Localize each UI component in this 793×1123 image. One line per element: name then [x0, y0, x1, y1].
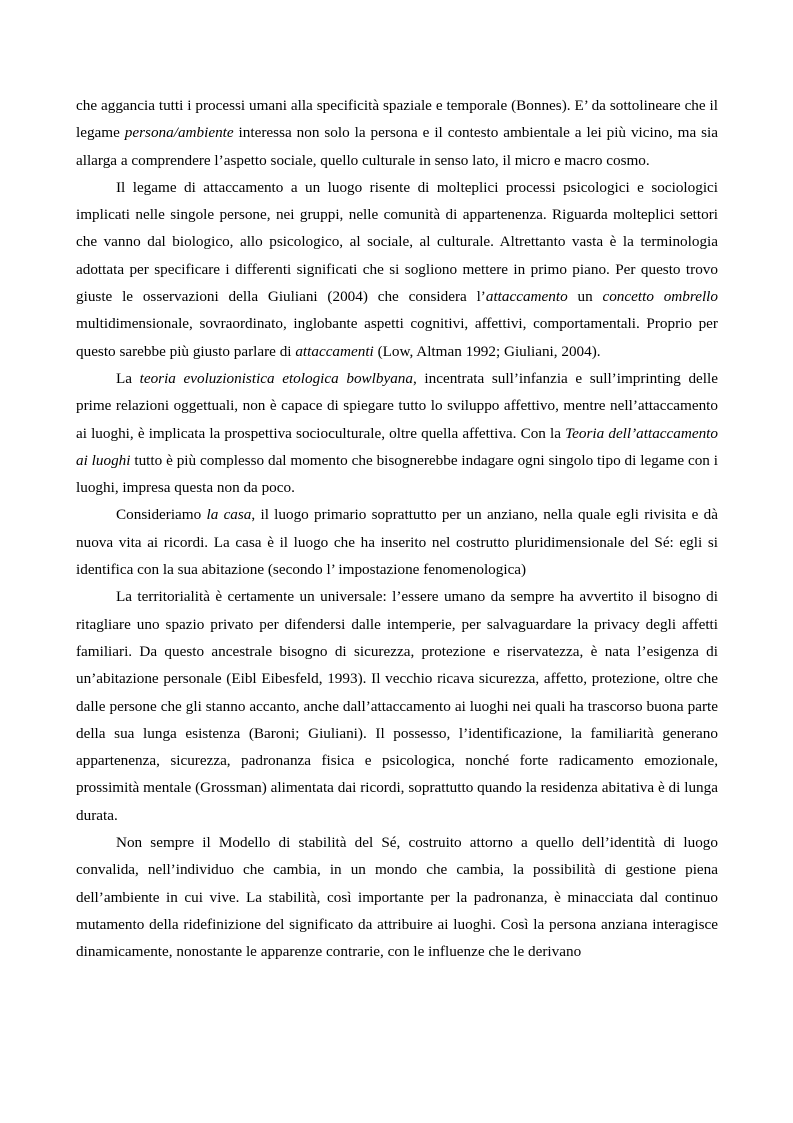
- italic-text-run: teoria evoluzionistica etologica bowlbyana: [139, 369, 413, 387]
- text-run: multidimensionale, sovraordinato, inglobante aspetti cognitivi, affettivi, comportamentali. Proprio per questo sarebbe più giusto parlare di: [76, 315, 718, 360]
- italic-text-run: concetto ombrello: [602, 288, 718, 306]
- paragraph-5: [76, 583, 718, 829]
- text-run: Consideriamo: [116, 506, 207, 524]
- text-run: La: [116, 369, 140, 387]
- italic-text-run: attaccamento: [485, 288, 568, 306]
- paragraph-2: [76, 174, 718, 365]
- text-run: interessa non solo la persona e il contesto ambientale a lei più vicino, ma sia allarga a comprendere l’aspetto sociale, quello culturale in senso lato, il micro e macro cosmo.: [76, 124, 718, 169]
- text-run: , il luogo primario soprattutto per un anziano, nella quale egli rivisita e dà nuova vita ai ricordi. La casa è il luogo che ha inserito nel costrutto pluridimensionale del Sé: egli si identifica con la sua abitazione (secondo l’ impostazione fenomenologica): [76, 506, 718, 579]
- paragraph-1: [76, 92, 718, 174]
- paragraph-6: [76, 829, 718, 965]
- text-run: un: [567, 288, 603, 306]
- paragraph-3: [76, 365, 718, 501]
- italic-text-run: attaccamenti: [295, 342, 374, 360]
- paragraph-4: [76, 501, 718, 583]
- text-run: tutto è più complesso dal momento che bisognerebbe indagare ogni singolo tipo di legame con i luoghi, impresa questa non da poco.: [76, 451, 718, 497]
- text-run: (Low, Altman 1992; Giuliani, 2004).: [373, 342, 601, 360]
- italic-text-run: persona/ambiente: [124, 124, 234, 142]
- text-run: Non sempre il Modello di stabilità del Sé, costruito attorno a quello dell’identità di luogo convalida, nell’individuo che cambia, in un mondo che cambia, la possibilità di gestione piena dell’ambiente in cui vive. La stabilità, così importante per la padronanza, è minacciata dal continuo mutamento della ridefinizione del significato da attribuire ai luoghi. Così la persona anziana interagisce dinamicamente, nonostante le apparenze contrarie, con le influenze che le derivano: [76, 834, 718, 961]
- text-run: Il legame di attaccamento a un luogo risente di molteplici processi psicologici e sociologici implicati nelle singole persone, nei gruppi, nelle comunità di appartenenza. Riguarda molteplici settori che vanno dal biologico, allo psicologico, al sociale, al culturale. Altrettanto vasta è la terminologia adottata per specificare i differenti significati che si sogliono mettere in primo piano. Per questo trovo giuste le osservazioni della Giuliani (2004) che considera l’: [76, 178, 718, 306]
- italic-text-run: la casa: [206, 506, 252, 524]
- italic-text-run: Teoria dell’attaccamento ai luoghi: [76, 424, 718, 469]
- text-run: che aggancia tutti i processi umani alla specificità spaziale e temporale (Bonnes). E’ da sottolineare che il legame: [76, 97, 718, 142]
- document-page: [76, 92, 718, 966]
- text-run: , incentrata sull’infanzia e sull’imprinting delle prime relazioni oggettuali, non è capace di spiegare tutto lo sviluppo affettivo, mentre nell’attaccamento ai luoghi, è implicata la prospettiva socioculturale, oltre quella affettiva. Con la: [76, 369, 718, 442]
- text-run: La territorialità è certamente un universale: l’essere umano da sempre ha avvertito il bisogno di ritagliare uno spazio privato per difendersi dalle intemperie, per salvaguardare la privacy degli affetti familiari. Da questo ancestrale bisogno di sicurezza, protezione e riservatezza, è nata l’esigenza di un’abitazione personale (Eibl Eibesfeld, 1993). Il vecchio ricava sicurezza, affetto, protezione, oltre che dalle persone che gli stanno accanto, anche dall’attaccamento ai luoghi nei quali ha trascorso buona parte della sua lunga esistenza (Baroni; Giuliani). Il possesso, l’identificazione, la familiarità generano appartenenza, sicurezza, padronanza fisica e psicologica, nonché forte radicamento emozionale, prossimità mentale (Grossman) alimentata dai ricordi, soprattutto quando la residenza abitativa è di lunga durata.: [76, 588, 718, 824]
